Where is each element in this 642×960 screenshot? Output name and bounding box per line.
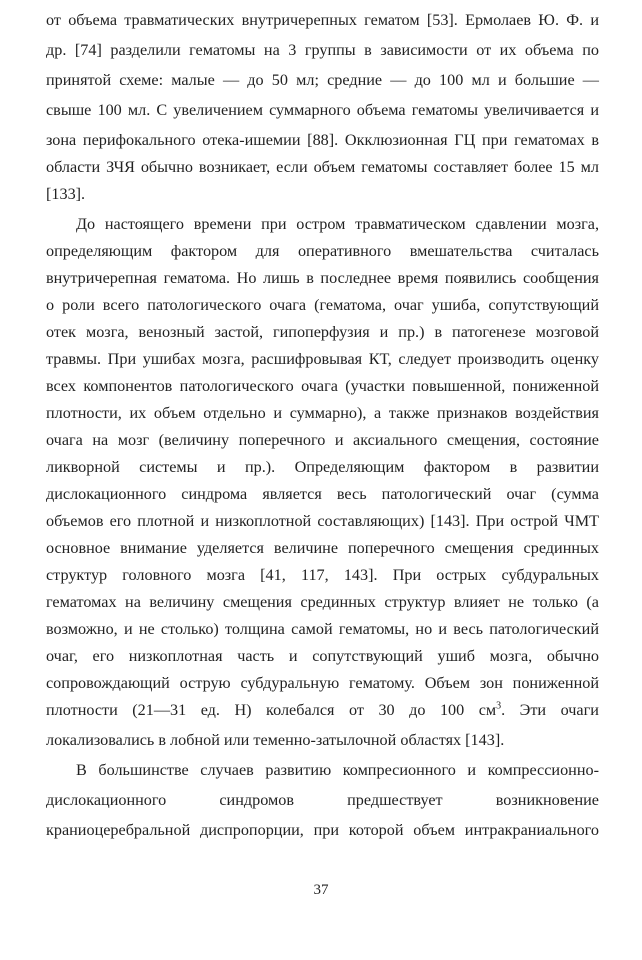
word: от — [348, 701, 364, 719]
text-line: структур головного мозга [41, 117, 143]. При острых субдуральных — [46, 566, 599, 584]
text-line: сопровождающий острую субдуральную гематому. Объем зон пониженной — [46, 674, 599, 692]
text-line: объемов его плотной и низкоплотной составляющих) [143]. При острой ЧМТ — [46, 512, 599, 530]
text-line: свыше 100 мл. С увеличением суммарного объема гематомы увеличивается и — [46, 101, 599, 119]
text-line: отек мозга, венозный застой, гипоперфузия и пр.) в патогенезе мозговой — [46, 323, 599, 341]
text-line: др. [74] разделили гематомы на 3 группы в зависимости от их объема по — [46, 41, 599, 59]
word: очаги — [560, 701, 599, 719]
text-line-with-superscript — [46, 700, 599, 720]
text-line: области ЗЧЯ обычно возникает, если объем гематомы составляет более 15 мл — [46, 158, 599, 176]
word: Эти — [519, 701, 547, 719]
text-line: локализовались в лобной или теменно-затылочной областях [143]. — [46, 731, 505, 749]
word: 100 — [439, 701, 465, 719]
text-line: очага на мозг (величину поперечного и аксиального смещения, состояние — [46, 431, 599, 449]
text-line: До настоящего времени при остром травматическом сдавлении мозга, — [76, 215, 599, 233]
word: плотности — [46, 701, 118, 719]
word: $см^3$. — [478, 700, 506, 719]
text-line: В большинстве случаев развитию компресионного и компрессионно- — [76, 761, 599, 779]
word: до — [409, 701, 426, 719]
text-line: дислокационного синдромов предшествует возникновение — [46, 791, 599, 809]
text-line: очаг, его низкоплотная часть и сопутствующий ушиб мозга, обычно — [46, 647, 599, 665]
superscript-cube: 3 — [496, 700, 502, 712]
text-line: о роли всего патологического очага (гематома, очаг ушиба, сопутствующий — [46, 296, 599, 314]
text-line: гематомах на величину смещения срединных структур влияет не только (а — [46, 593, 599, 611]
text-line: плотности, их объем отдельно и суммарно), а также признаков воздействия — [46, 404, 599, 422]
text-line: основное внимание уделяется величине поперечного смещения срединных — [46, 539, 599, 557]
word: Н) — [234, 701, 252, 719]
text-line: от объема травматических внутричерепных гематом [53]. Ермолаев Ю. Ф. и — [46, 11, 599, 29]
word: колебался — [266, 701, 335, 719]
text-line: внутричерепная гематома. Но лишь в последнее время появились сообщения — [46, 269, 599, 287]
text-line: дислокационного синдрома является весь патологический очаг (сумма — [46, 485, 599, 503]
text-line: ликворной системы и пр.). Определяющим фактором в развитии — [46, 458, 599, 476]
word: 30 — [378, 701, 395, 719]
text-line: определяющим фактором для оперативного вмешательства считалась — [46, 242, 599, 260]
text-line: всех компонентов патологического очага (участки повышенной, пониженной — [46, 377, 599, 395]
page-number: 37 — [313, 882, 329, 898]
word: ед. — [200, 701, 220, 719]
text-line: принятой схеме: малые — до 50 мл; средние — до 100 мл и большие — — [46, 71, 599, 89]
word: (21—31 — [132, 701, 187, 719]
text-line: краниоцеребральной диспропорции, при которой объем интракраниального — [46, 821, 599, 839]
text-line: травмы. При ушибах мозга, расшифровывая КТ, следует производить оценку — [46, 350, 599, 368]
text-line: возможно, и не столько) толщина самой гематомы, но и весь патологический — [46, 620, 599, 638]
text-line: зона перифокального отека-ишемии [88]. Окклюзионная ГЦ при гематомах в — [46, 131, 599, 149]
text-line: [133]. — [46, 185, 86, 203]
